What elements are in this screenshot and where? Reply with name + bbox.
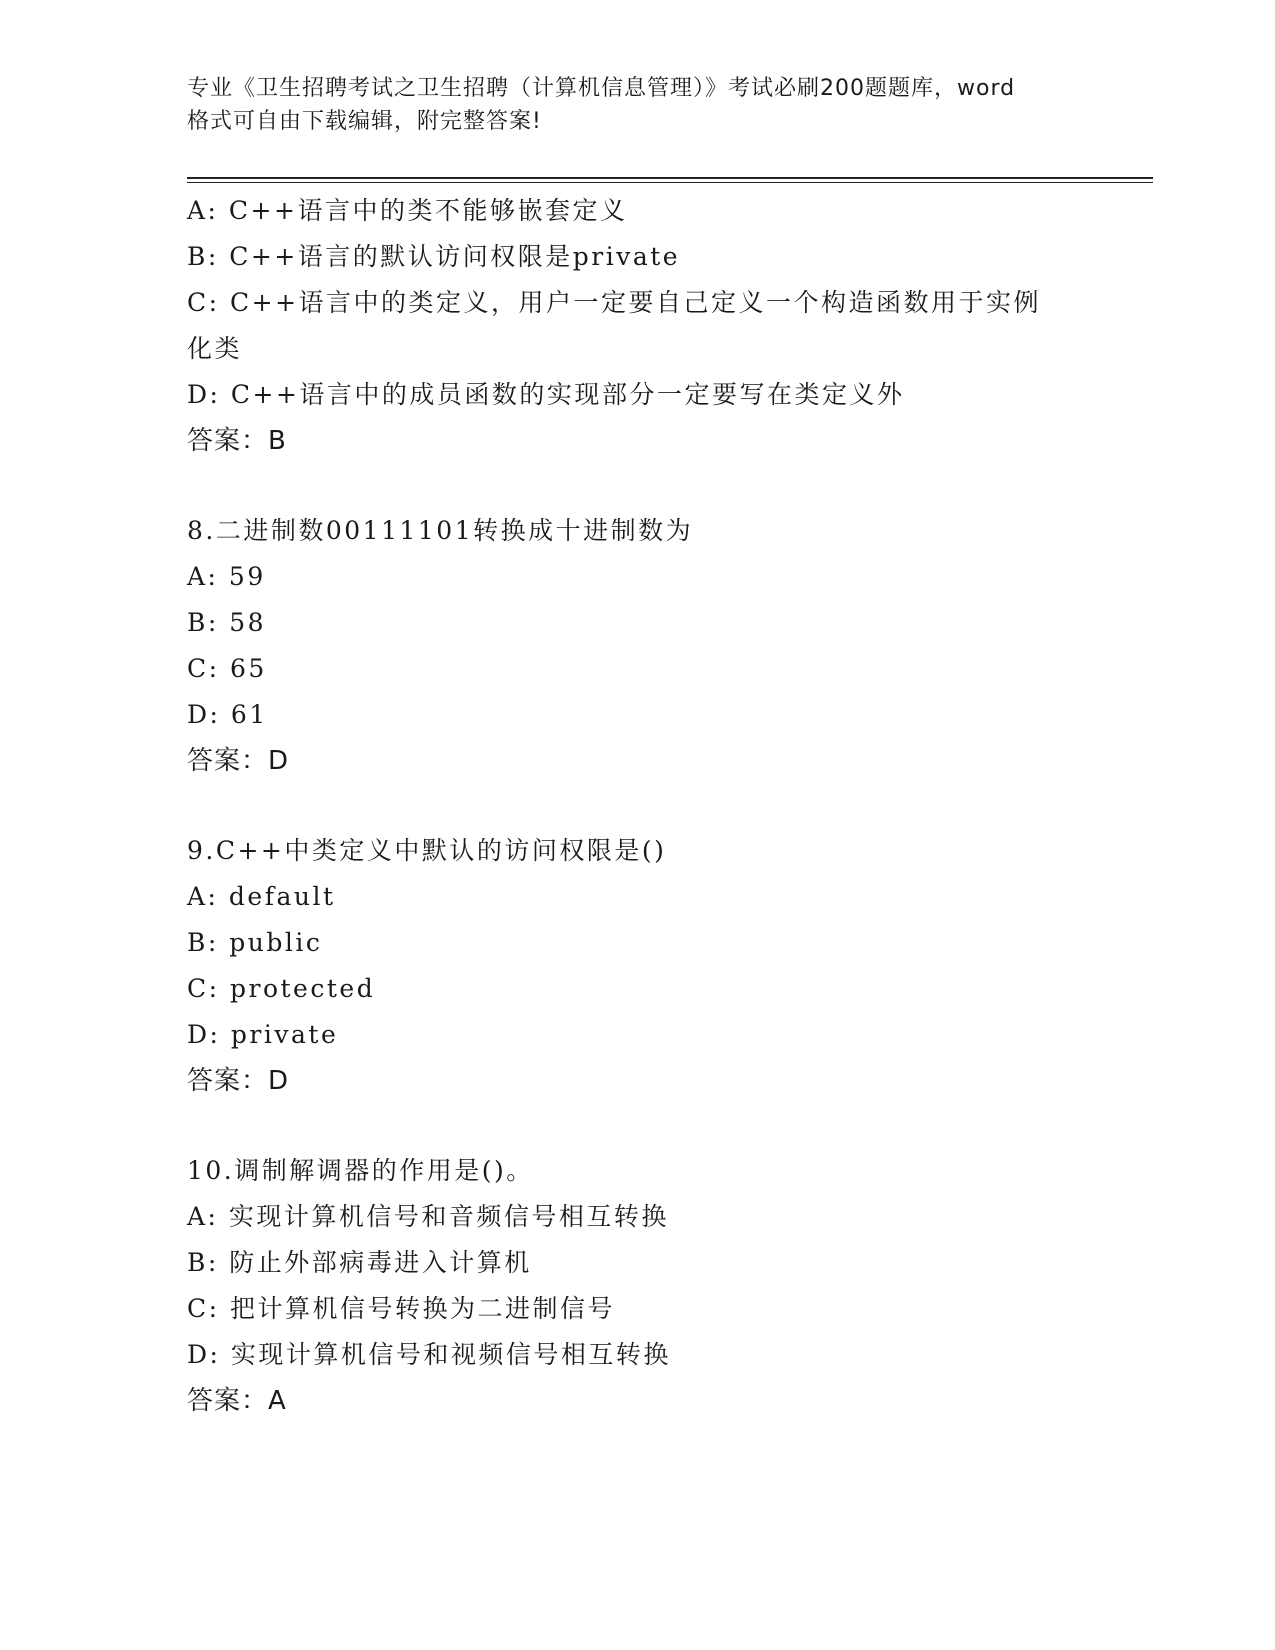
header-divider-thin (187, 182, 1153, 183)
option-b: B: 防止外部病毒进入计算机 (187, 1248, 532, 1277)
question-stem: 9.C++中类定义中默认的访问权限是() (187, 836, 667, 865)
answer-label: 答案：D (187, 1066, 290, 1096)
question-8 (187, 508, 1147, 784)
option-c: C: protected (187, 974, 376, 1003)
option-d: D: 实现计算机信号和视频信号相互转换 (187, 1340, 671, 1369)
option-a: A: 实现计算机信号和音频信号相互转换 (187, 1202, 669, 1231)
answer-label: 答案：B (187, 426, 287, 456)
option-c-continuation: 化类 (187, 334, 243, 363)
header-title-line-1: 专业《卫生招聘考试之卫生招聘（计算机信息管理）》考试必刷200题题库，word (187, 76, 1016, 101)
document-header (187, 72, 1087, 138)
option-d: D: private (187, 1020, 339, 1049)
option-c: C: 65 (187, 654, 267, 683)
option-b: B: C++语言的默认访问权限是private (187, 242, 681, 271)
option-d: D: 61 (187, 700, 268, 729)
question-list (187, 188, 1147, 1424)
question-10 (187, 1148, 1147, 1424)
spacer (187, 464, 1147, 508)
spacer (187, 784, 1147, 828)
question-stem: 10.调制解调器的作用是()。 (187, 1156, 534, 1185)
option-b: B: public (187, 928, 323, 957)
option-c: C: C++语言中的类定义，用户一定要自己定义一个构造函数用于实例 (187, 288, 1042, 317)
spacer (187, 1104, 1147, 1148)
option-a: A: C++语言中的类不能够嵌套定义 (187, 196, 628, 225)
header-divider-thick (187, 177, 1153, 179)
option-a: A: 59 (187, 562, 266, 591)
option-c: C: 把计算机信号转换为二进制信号 (187, 1294, 615, 1323)
question-stem: 8.二进制数00111101转换成十进制数为 (187, 516, 694, 545)
option-b: B: 58 (187, 608, 267, 637)
question-7 (187, 188, 1147, 464)
header-title-line-2: 格式可自由下载编辑，附完整答案! (187, 109, 542, 134)
question-9 (187, 828, 1147, 1104)
option-a: A: default (187, 882, 336, 911)
option-d: D: C++语言中的成员函数的实现部分一定要写在类定义外 (187, 380, 905, 409)
answer-label: 答案：A (187, 1386, 287, 1416)
answer-label: 答案：D (187, 746, 290, 776)
